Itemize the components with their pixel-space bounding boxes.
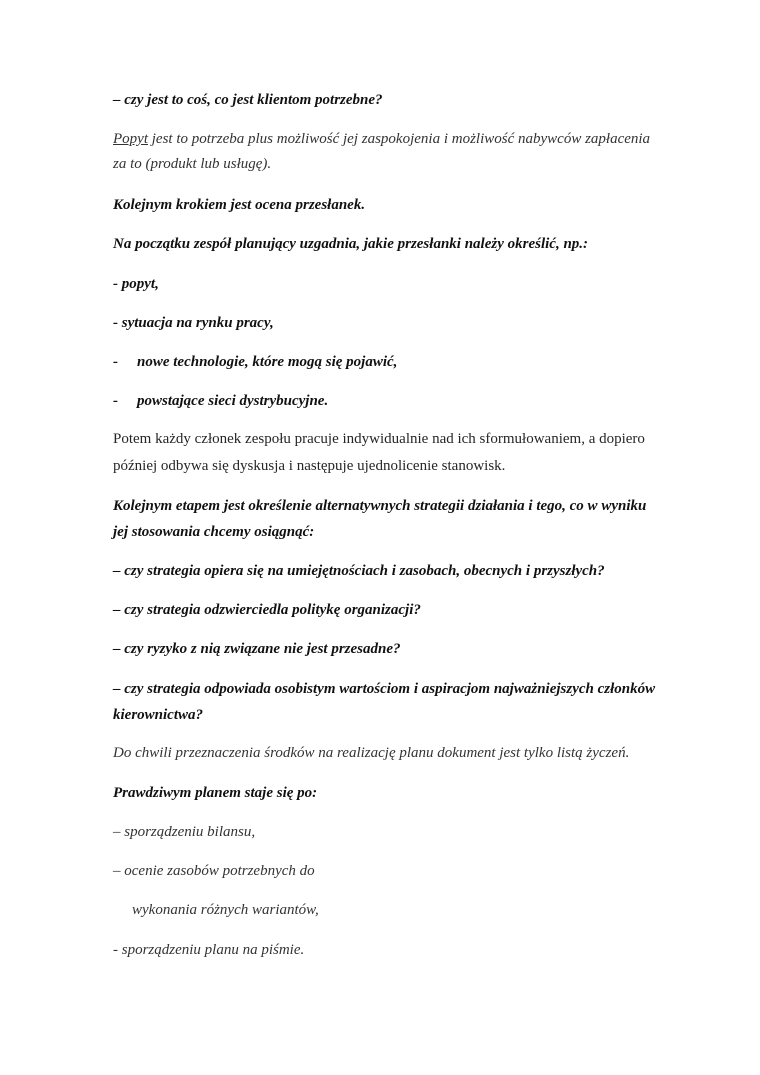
list-item: - popyt,: [113, 276, 159, 292]
list-marker: -: [113, 393, 118, 409]
demand-term: Popyt: [113, 131, 148, 147]
premises-intro: Na początku zespół planujący uzgadnia, jakie przesłanki należy określić, np.:: [113, 236, 589, 252]
real-plan-heading: Prawdziwym planem staje się po:: [113, 785, 318, 801]
strategy-question: – czy strategia opiera się na umiejętnościach i zasobach, obecnych i przyszłych?: [113, 563, 605, 579]
list-item: powstające sieci dystrybucyjne.: [137, 393, 329, 409]
strategy-question: – czy strategia odpowiada osobistym wartościom i aspiracjom najważniejszych członków: [113, 681, 656, 697]
strategy-question-continuation: kierownictwa?: [113, 707, 204, 723]
strategy-question: – czy ryzyko z nią związane nie jest przesadne?: [113, 641, 401, 657]
strategy-question: – czy strategia odzwierciedla politykę organizacji?: [113, 602, 421, 618]
strategy-intro-line-1: Kolejnym etapem jest określenie alternatywnych strategii działania i tego, co w wyniku: [113, 498, 647, 514]
list-item: – sporządzeniu bilansu,: [113, 824, 256, 840]
list-item: nowe technologie, które mogą się pojawić,: [137, 354, 398, 370]
strategy-intro-line-2: jej stosowania chcemy osiągnąć:: [113, 524, 315, 540]
list-item: - sytuacja na rynku pracy,: [113, 315, 274, 331]
list-item: – ocenie zasobów potrzebnych do: [113, 863, 315, 879]
funding-note: Do chwili przeznaczenia środków na realizację planu dokument jest tylko listą życzeń.: [113, 745, 630, 761]
list-item-continuation: wykonania różnych wariantów,: [132, 902, 319, 918]
question-client-needs: – czy jest to coś, co jest klientom potrzebne?: [113, 92, 383, 108]
demand-definition-text: jest to potrzeba plus możliwość jej zaspokojenia i możliwość nabywców zapłacenia: [148, 131, 651, 147]
next-step-heading: Kolejnym krokiem jest ocena przesłanek.: [113, 197, 366, 213]
demand-definition-line-2: za to (produkt lub usługę).: [113, 156, 272, 172]
list-item: - sporządzeniu planu na piśmie.: [113, 942, 305, 958]
team-work-line-2: później odbywa się dyskusja i następuje ujednolicenie stanowisk.: [113, 458, 506, 474]
team-work-line-1: Potem każdy członek zespołu pracuje indywidualnie nad ich sformułowaniem, a dopiero: [113, 431, 645, 447]
demand-definition-line-1: [113, 129, 650, 149]
list-marker: -: [113, 354, 118, 370]
